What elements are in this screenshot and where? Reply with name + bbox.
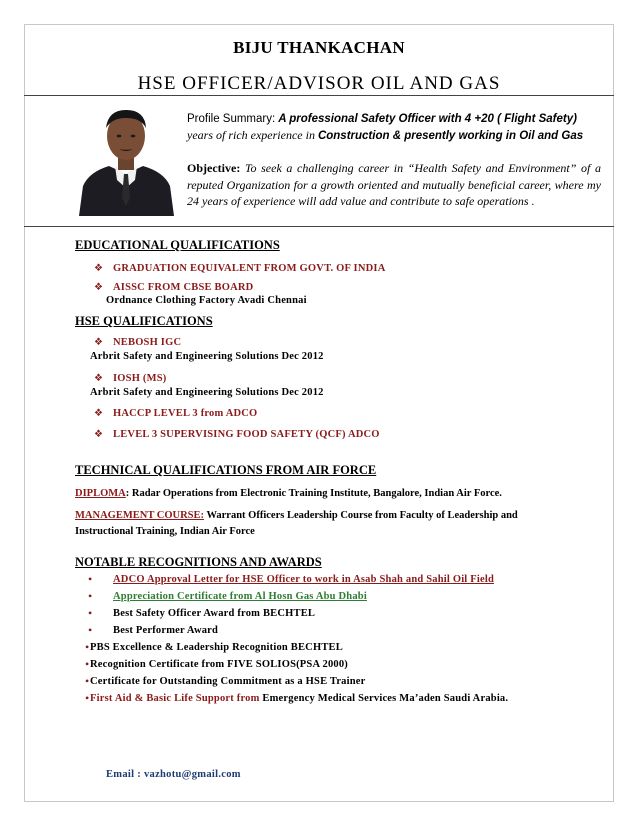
bullet-dot-icon: • [88,589,93,603]
education-sub: Ordnance Clothing Factory Avadi Chennai [106,295,307,306]
management-text: Warrant Officers Leadership Course from Faculty of Leadership and Instructional Training, Indian Air Force [75,510,518,537]
award-item: Appreciation Certificate from Al Hosn Gas Abu Dhabi [113,591,367,602]
hse-sub: Arbrit Safety and Engineering Solutions Dec 2012 [90,387,324,398]
section-divider [24,226,614,227]
diploma-line [75,486,595,502]
technical-heading: TECHNICAL QUALIFICATIONS FROM AIR FORCE [75,463,377,477]
person-photo-icon [75,98,178,216]
objective-text: To seek a challenging career in “Health Safety and Environment” of a reputed Organization for a growth oriented and mutually beneficial career, where my 24 years of experience will add value and contribute to safe operations . [187,161,601,208]
bullet-dot-icon: • [85,657,90,671]
summary-text-1: A professional Safety Officer with 4 +20 ( Flight Safety) [278,113,577,125]
education-item: AISSC FROM CBSE BOARD [113,282,254,293]
summary-text-3: Construction & presently working in Oil and Gas [317,130,584,142]
bullet-dot-icon: • [85,674,90,688]
diamond-bullet-icon: ❖ [94,263,103,274]
diploma-text: : Radar Operations from Electronic Training Institute, Bangalore, Indian Air Force. [125,488,502,499]
summary-text-2: years of rich experience in [187,128,315,142]
diamond-bullet-icon: ❖ [94,282,103,293]
education-item: GRADUATION EQUIVALENT FROM GOVT. OF INDIA [113,263,386,274]
bullet-dot-icon: • [85,691,90,705]
job-title: HSE OFFICER/ADVISOR OIL AND GAS [137,73,501,94]
profile-summary [187,110,607,144]
management-label: MANAGEMENT COURSE: [75,510,205,521]
award-item: Best Performer Award [113,625,219,636]
header-divider [24,95,614,96]
award-item: Recognition Certificate from FIVE SOLIOS(PSA 2000) [90,659,348,670]
hse-item: LEVEL 3 SUPERVISING FOOD SAFETY (QCF) ADCO [113,429,380,440]
award-item: PBS Excellence & Leadership Recognition BECHTEL [90,642,343,653]
hse-item: IOSH (MS) [113,373,167,384]
award-item: Best Safety Officer Award from BECHTEL [113,608,316,619]
bullet-dot-icon: • [88,572,93,586]
education-heading: EDUCATIONAL QUALIFICATIONS [75,238,280,252]
email-address[interactable]: vazhotu@gmail.com [143,769,241,780]
diploma-label: DIPLOMA [75,488,126,499]
diamond-bullet-icon: ❖ [94,408,103,419]
award-item [90,693,508,704]
hse-heading: HSE QUALIFICATIONS [75,314,213,328]
bullet-dot-icon: • [88,623,93,637]
objective [187,160,601,210]
diamond-bullet-icon: ❖ [94,337,103,348]
award-item-highlight: First Aid & Basic Life Support from [90,693,260,704]
bullet-dot-icon: • [88,606,93,620]
award-item: Certificate for Outstanding Commitment as a HSE Trainer [90,676,366,687]
diamond-bullet-icon: ❖ [94,373,103,384]
management-line [75,508,575,539]
award-item-rest: Emergency Medical Services Ma’aden Saudi Arabia. [259,693,509,704]
email-line [106,769,241,780]
email-label: Email : [106,769,144,780]
awards-heading: NOTABLE RECOGNITIONS AND AWARDS [75,555,322,569]
bullet-dot-icon: • [85,640,90,654]
award-item: ADCO Approval Letter for HSE Officer to work in Asab Shah and Sahil Oil Field [113,574,494,585]
summary-label: Profile Summary: [187,113,276,125]
candidate-name: BIJU THANKACHAN [233,38,405,57]
hse-item: HACCP LEVEL 3 from ADCO [113,408,258,419]
diamond-bullet-icon: ❖ [94,429,103,440]
objective-label: Objective: [187,161,241,175]
hse-item: NEBOSH IGC [113,337,182,348]
profile-photo [75,98,178,216]
hse-sub: Arbrit Safety and Engineering Solutions Dec 2012 [90,351,324,362]
